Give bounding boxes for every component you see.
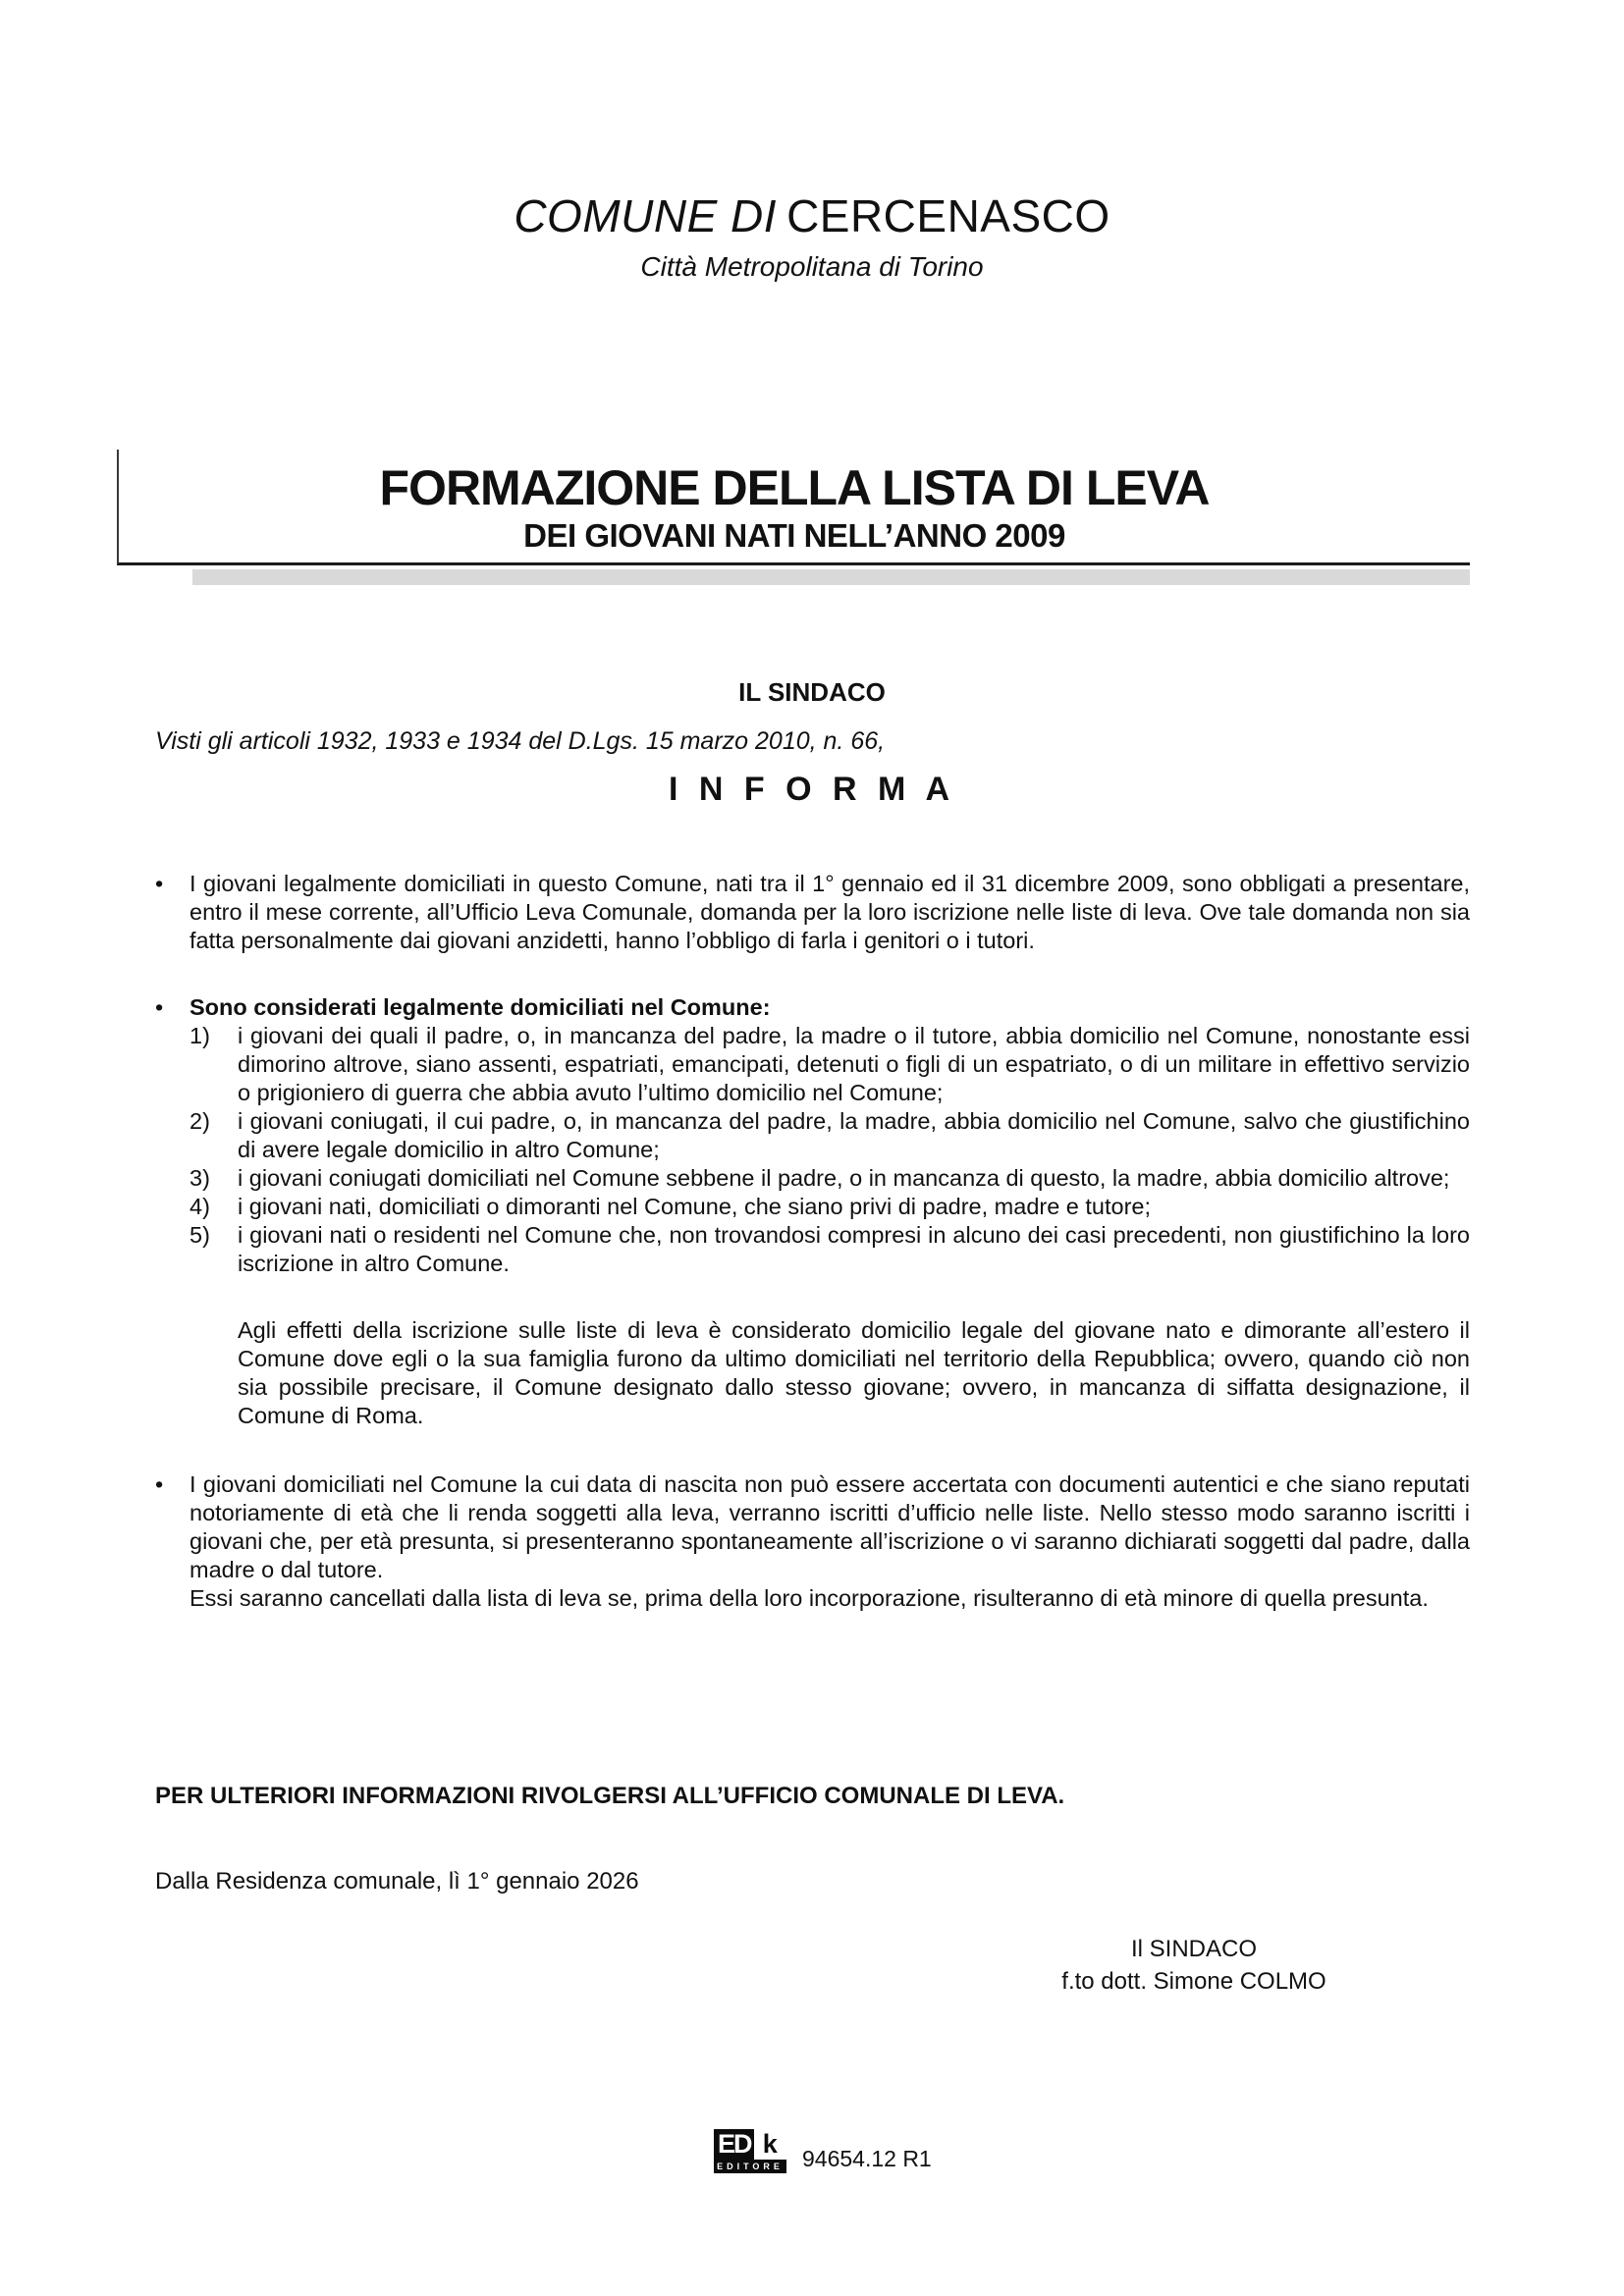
numbered-item-3-num: 3) xyxy=(189,1165,210,1191)
banner-box xyxy=(117,450,1470,565)
footer xyxy=(714,2129,932,2173)
bullet-item-3 xyxy=(155,1470,1470,1613)
municipality-title xyxy=(0,189,1624,242)
banner-subtitle: DEI GIOVANI NATI NELL’ANNO 2009 xyxy=(523,517,1065,554)
bullet-item-1 xyxy=(155,870,1470,955)
bullet-3-paragraph-2: Essi saranno cancellati dalla lista di leva se, prima della loro incorporazione, risulteranno di età minore di quella presunta. xyxy=(189,1585,1429,1611)
numbered-item-4-text: i giovani nati, domiciliati o dimoranti nel Comune, che siano privi di padre, madre e tutore; xyxy=(238,1194,1152,1219)
banner-shadow-bar xyxy=(192,569,1470,585)
edk-logo-k: k xyxy=(754,2129,786,2160)
bullet-2-label: Sono considerati legalmente domiciliati nel Comune: xyxy=(189,994,771,1020)
signature-block xyxy=(982,1933,1406,1998)
signature-role: Il SINDACO xyxy=(1130,1936,1257,1962)
banner-title: FORMAZIONE DELLA LISTA DI LEVA xyxy=(379,460,1210,515)
info-notice: PER ULTERIORI INFORMAZIONI RIVOLGERSI ALL’UFFICIO COMUNALE DI LEVA. xyxy=(155,1783,1065,1809)
municipality-subtitle: Città Metropolitana di Torino xyxy=(640,251,984,282)
municipality-header xyxy=(0,189,1624,284)
edk-logo-editore: EDITORE xyxy=(714,2160,786,2173)
bullet-marker: • xyxy=(155,1471,164,1497)
bullet-marker: • xyxy=(155,871,164,896)
bullet-marker: • xyxy=(155,994,164,1020)
edk-publisher-logo xyxy=(714,2129,786,2173)
numbered-item-5-text: i giovani nati o residenti nel Comune che, non trovandosi compresi in alcuno dei casi precedenti, non giustifichino la loro iscrizione in altro Comune. xyxy=(238,1222,1470,1276)
bullet-3-body xyxy=(189,1470,1470,1613)
numbered-item-3-text: i giovani coniugati domiciliati nel Comune sebbene il padre, o in mancanza di questo, la madre, abbia domicilio altrove; xyxy=(238,1165,1450,1191)
edk-logo-ed: ED xyxy=(718,2129,751,2159)
body-copy xyxy=(155,870,1470,1613)
bullet-3-paragraph-1: I giovani domiciliati nel Comune la cui data di nascita non può essere accertata con documenti autentici e che siano reputati notoriamente di età che li renda soggetti alla leva, verranno iscritti d’ufficio nelle liste. Nello stesso modo saranno iscritti i giovani che, per età presunta, si presenteranno spontaneamente all’iscrizione o vi saranno dichiarati soggetti dal padre, dalla madre o dal tutore. xyxy=(189,1471,1470,1582)
bullet-item-2 xyxy=(155,993,1470,1022)
numbered-item-4-num: 4) xyxy=(189,1194,210,1219)
bullet-1-text: I giovani legalmente domiciliati in questo Comune, nati tra il 1° gennaio ed il 31 dicembre 2009, sono obbligati a presentare, entro il mese corrente, all’Ufficio Leva Comunale, domanda per la loro iscrizione nelle liste di leva. Ove tale domanda non sia fatta personalmente dai giovani anzidetti, hanno l’obbligo di farla i genitori o i tutori. xyxy=(189,871,1470,953)
informa-heading: I N F O R M A xyxy=(668,771,956,808)
edk-logo-top xyxy=(714,2129,786,2160)
form-code: 94654.12 R1 xyxy=(802,2146,932,2171)
numbered-item-1 xyxy=(189,1022,1470,1107)
date-line: Dalla Residenza comunale, lì 1° gennaio 2026 xyxy=(155,1868,639,1895)
numbered-item-2-num: 2) xyxy=(189,1108,210,1134)
numbered-item-1-num: 1) xyxy=(189,1023,210,1048)
signature-name: f.to dott. Simone COLMO xyxy=(1061,1968,1326,1995)
numbered-item-2-text: i giovani coniugati, il cui padre, o, in mancanza del padre, la madre, abbia domicilio nel Comune, salvo che giustifichino di avere legale domicilio in altro Comune; xyxy=(238,1108,1470,1162)
domicile-paragraph: Agli effetti della iscrizione sulle liste di leva è considerato domicilio legale del giovane nato e dimorante all’estero il Comune dove egli o la sua famiglia furono da ultimo domiciliati nel territorio della Repubblica; ovvero, quando ciò non sia possibile precisare, il Comune designato dallo stesso giovane; ovvero, in mancanza di siffatta designazione, il Comune di Roma. xyxy=(238,1317,1470,1428)
numbered-item-5-num: 5) xyxy=(189,1222,210,1248)
authority-heading: IL SINDACO xyxy=(738,677,886,707)
numbered-item-5 xyxy=(189,1221,1470,1278)
numbered-item-1-text: i giovani dei quali il padre, o, in mancanza del padre, la madre o il tutore, abbia domicilio nel Comune, nonostante essi dimorino altrove, siano assenti, espatriati, emancipati, detenuti o figli di un espatriato, o di un militare in effettivo servizio o prigioniero di guerra che abbia avuto l’ultimo domicilio nel Comune; xyxy=(238,1023,1470,1105)
municipality-name: CERCENASCO xyxy=(786,190,1110,241)
numbered-item-2 xyxy=(189,1107,1470,1164)
municipality-prefix: COMUNE DI xyxy=(514,190,778,241)
legal-premise: Visti gli articoli 1932, 1933 e 1934 del D.Lgs. 15 marzo 2010, n. 66, xyxy=(155,727,886,755)
numbered-item-3 xyxy=(189,1164,1470,1193)
numbered-item-4 xyxy=(189,1193,1470,1221)
